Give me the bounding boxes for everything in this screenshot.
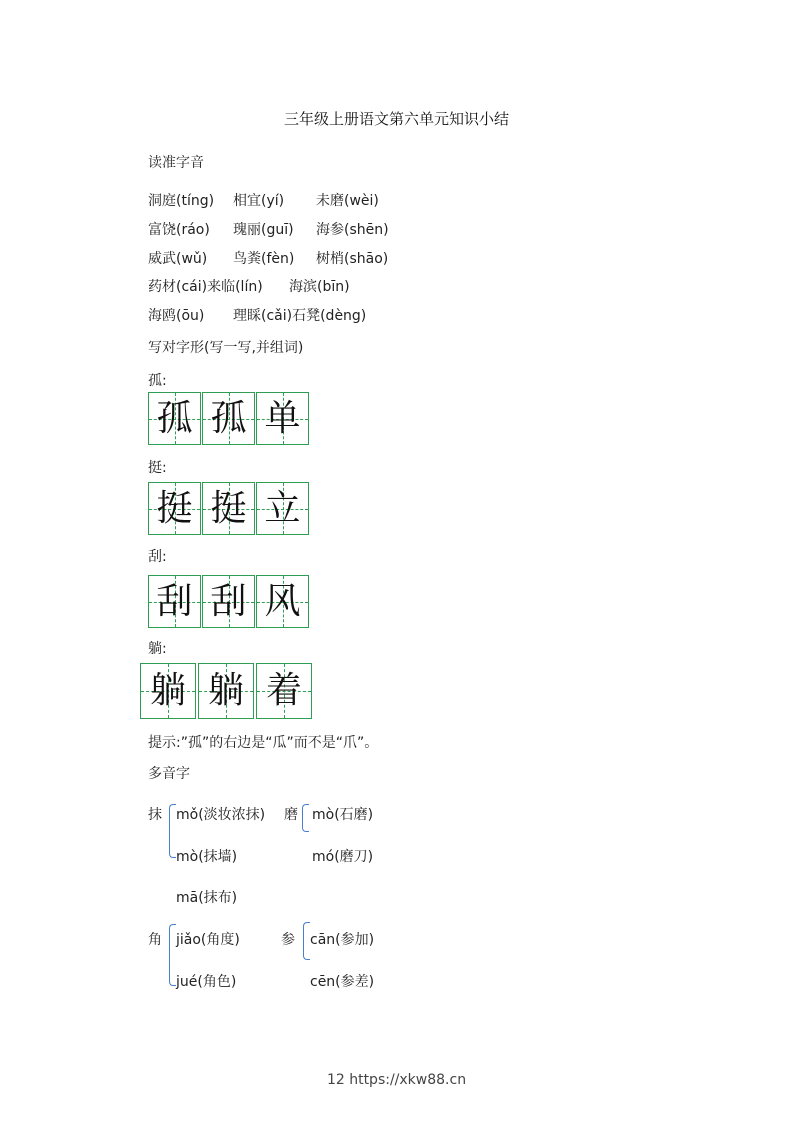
tianzige-cell [202, 575, 255, 628]
pinyin-item: 海滨(bīn) [289, 279, 350, 295]
brace-icon [169, 804, 176, 858]
tianzige-grid [148, 482, 310, 535]
page-title: 三年级上册语文第六单元知识小结 [283, 110, 509, 128]
grid-char: 立 [264, 487, 301, 529]
pinyin-item: 威武(wǔ) [148, 251, 208, 267]
pinyin-item: 理睬(cǎi)石凳(dèng) [233, 308, 367, 324]
tianzige-cell [148, 392, 201, 445]
tianzige-cell [256, 663, 312, 719]
tianzige-grid [148, 392, 310, 445]
char-label: 躺: [148, 641, 167, 657]
section-heading-pronunciation: 读准字音 [148, 155, 204, 171]
grid-char: 刮 [156, 580, 193, 622]
char-label: 挺: [148, 460, 167, 476]
pinyin-item: 洞庭(tíng) [148, 193, 215, 209]
reading-item: cēn(参差) [310, 974, 375, 990]
grid-char: 挺 [210, 487, 247, 529]
tianzige-cell [202, 482, 255, 535]
reading-item: jiǎo(角度) [176, 932, 240, 948]
pinyin-item: 海参(shēn) [316, 222, 389, 238]
reading-item: mò(石磨) [312, 807, 374, 823]
tianzige-cell [256, 482, 309, 535]
reading-item: mā(抹布) [176, 890, 238, 906]
pinyin-item: 未磨(wèi) [316, 193, 379, 209]
tianzige-cell [256, 575, 309, 628]
reading-item: mó(磨刀) [312, 849, 374, 865]
pinyin-item: 相宜(yí) [233, 193, 285, 209]
reading-item: mǒ(淡妆浓抹) [176, 807, 266, 823]
pinyin-item: 海鸥(ōu) [148, 308, 205, 324]
tianzige-cell [148, 482, 201, 535]
brace-icon [169, 924, 176, 986]
polyphonic-char: 抹 [148, 807, 162, 823]
pinyin-item: 树梢(shāo) [316, 251, 389, 267]
pinyin-item: 富饶(ráo) [148, 222, 210, 238]
reading-item: jué(角色) [176, 974, 237, 990]
tianzige-cell [198, 663, 254, 719]
reading-item: cān(参加) [310, 932, 375, 948]
grid-char: 躺 [149, 670, 186, 711]
grid-char: 风 [264, 580, 301, 622]
section-heading-writing: 写对字形(写一写,并组词) [148, 340, 304, 356]
grid-char: 孤 [210, 397, 247, 439]
pinyin-item: 鸟粪(fèn) [233, 251, 295, 267]
tianzige-cell [140, 663, 196, 719]
polyphonic-char: 角 [148, 932, 162, 948]
page-footer: 12 https://xkw88.cn [326, 1072, 467, 1088]
brace-icon [302, 804, 309, 832]
tianzige-cell [148, 575, 201, 628]
tianzige-grid [140, 663, 313, 719]
char-label: 孤: [148, 373, 167, 389]
polyphonic-char: 参 [281, 932, 295, 948]
pinyin-item: 药材(cái)来临(lín) [148, 279, 263, 295]
brace-icon [303, 922, 310, 960]
grid-char: 躺 [207, 670, 244, 711]
polyphonic-char: 磨 [284, 807, 298, 823]
grid-char: 孤 [156, 397, 193, 439]
tianzige-grid [148, 575, 310, 628]
tianzige-cell [256, 392, 309, 445]
grid-char: 着 [265, 670, 302, 711]
grid-char: 单 [264, 397, 301, 439]
tianzige-cell [202, 392, 255, 445]
pinyin-item: 瑰丽(guī) [233, 222, 294, 238]
tip-text: 提示:”孤”的右边是“瓜”而不是“爪”。 [148, 735, 379, 751]
char-label: 刮: [148, 549, 167, 565]
grid-char: 挺 [156, 487, 193, 529]
section-heading-polyphonic: 多音字 [148, 766, 190, 782]
reading-item: mò(抹墙) [176, 849, 238, 865]
grid-char: 刮 [210, 580, 247, 622]
